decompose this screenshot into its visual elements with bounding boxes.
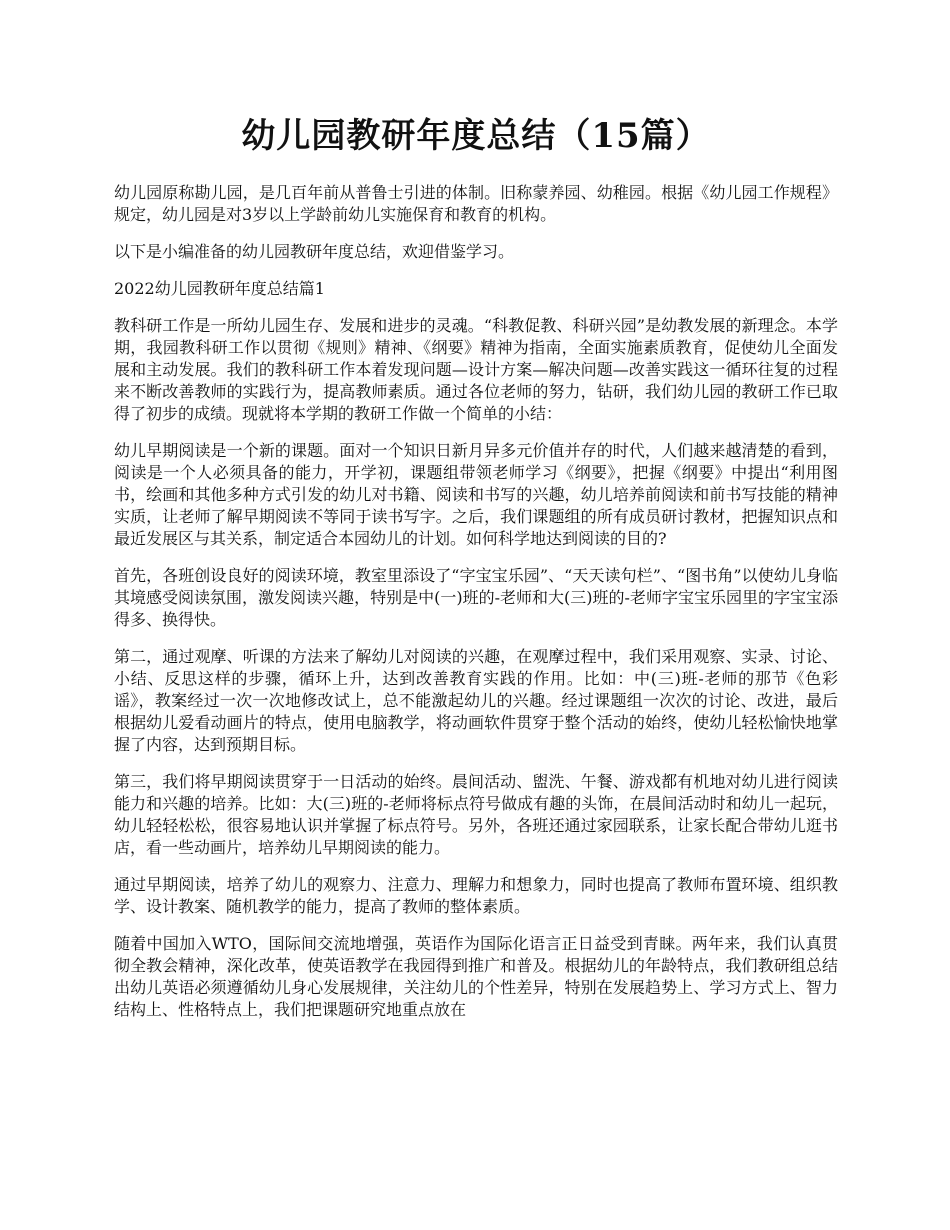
paragraph: 教科研工作是一所幼儿园生存、发展和进步的灵魂。“科教促教、科研兴园”是幼教发展的新理念。本学期，我园教科研工作以贯彻《规则》精神、《纲要》精神为指南，全面实施素质教育，促使幼儿全面发展和主动发展。我们的教科研工作本着发现问题—设计方案—解决问题—改善实践这一循环往复的过程来不断改善教师的实践行为，提高教师素质。通过各位老师的努力，钻研，我们幼儿园的教研工作已取得了初步的成绩。现就将本学期的教研工作做一个简单的小结： xyxy=(114,316,838,423)
paragraph-intro: 幼儿园原称勘儿园，是几百年前从普鲁士引进的体制。旧称蒙养园、幼稚园。根据《幼儿园工作规程》规定，幼儿园是对3岁以上学龄前幼儿实施保育和教育的机构。 xyxy=(114,183,838,224)
paragraph: 通过早期阅读，培养了幼儿的观察力、注意力、理解力和想象力，同时也提高了教师布置环境、组织教学、设计教案、随机教学的能力，提高了教师的整体素质。 xyxy=(114,875,838,916)
paragraph: 幼儿早期阅读是一个新的课题。面对一个知识日新月异多元价值并存的时代，人们越来越清楚的看到，阅读是一个人必须具备的能力，开学初，课题组带领老师学习《纲要》，把握《纲要》中提出“利用图书，绘画和其他多种方式引发的幼儿对书籍、阅读和书写的兴趣，幼儿培养前阅读和前书写技能的精神实质，让老师了解早期阅读不等同于读书写字。之后，我们课题组的所有成员研讨教材，把握知识点和最近发展区与其关系，制定适合本园幼儿的计划。如何科学地达到阅读的目的? xyxy=(114,441,838,548)
document-title: 幼儿园教研年度总结（15篇） xyxy=(241,116,711,156)
document-page xyxy=(114,0,838,1036)
paragraph: 第三，我们将早期阅读贯穿于一日活动的始终。晨间活动、盥洗、午餐、游戏都有机地对幼儿进行阅读能力和兴趣的培养。比如：大(三)班的-老师将标点符号做成有趣的头饰，在晨间活动时和幼儿一起玩，幼儿轻轻松松，很容易地认识并掌握了标点符号。另外，各班还通过家园联系，让家长配合带幼儿逛书店，看一些动画片，培养幼儿早期阅读的能力。 xyxy=(114,772,838,857)
document-body xyxy=(114,182,838,1021)
paragraph: 首先，各班创设良好的阅读环境，教室里添设了“字宝宝乐园”、“天天读句栏”、“图书角”以使幼儿身临其境感受阅读氛围，激发阅读兴趣，特别是中(一)班的-老师和大(三)班的-老师字宝宝乐园里的字宝宝添得多、换得快。 xyxy=(114,566,838,629)
paragraph: 第二，通过观摩、听课的方法来了解幼儿对阅读的兴趣，在观摩过程中，我们采用观察、实录、讨论、小结、反思这样的步骤，循环上升，达到改善教育实践的作用。比如：中(三)班-老师的那节《色彩谣》，教案经过一次一次地修改试上，总不能激起幼儿的兴趣。经过课题组一次次的讨论、改进，最后根据幼儿爱看动画片的特点，使用电脑教学，将动画软件贯穿于整个活动的始终，使幼儿轻松愉快地掌握了内容，达到预期目标。 xyxy=(114,647,838,754)
paragraph: 随着中国加入WTO，国际间交流地增强，英语作为国际化语言正日益受到青睐。两年来，我们认真贯彻全教会精神，深化改革，使英语教学在我园得到推广和普及。根据幼儿的年龄特点，我们教研组总结出幼儿英语必须遵循幼儿身心发展规律，关注幼儿的个性差异，特别在发展趋势上、学习方式上、智力结构上、性格特点上，我们把课题研究地重点放在 xyxy=(114,934,838,1019)
section-heading: 2022幼儿园教研年度总结篇1 xyxy=(114,279,325,298)
paragraph-preface: 以下是小编准备的幼儿园教研年度总结，欢迎借鉴学习。 xyxy=(114,242,515,261)
